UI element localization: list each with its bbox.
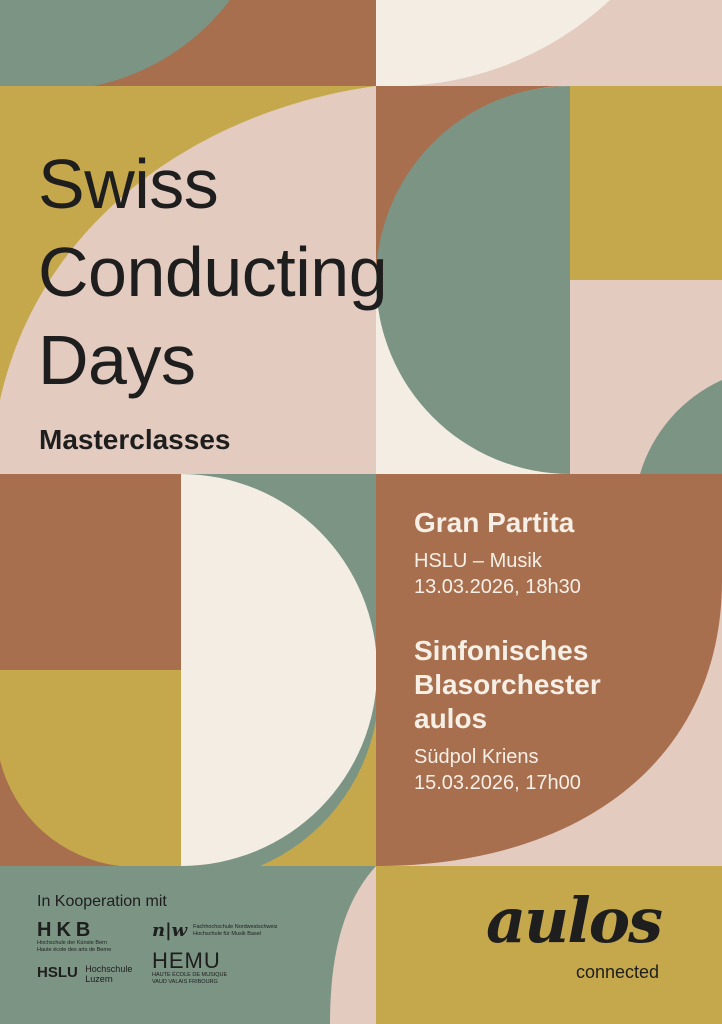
event-1-title-line-1: Gran Partita — [414, 507, 575, 538]
title-line-3: Days — [38, 321, 196, 399]
event-2-title — [414, 634, 601, 736]
fhnw-logo-line-1: Fachhochschule Nordwestschweiz — [193, 924, 278, 930]
event-2-title-line-2: Blasorchester — [414, 669, 601, 700]
fhnw-logo-mark: n|w — [152, 920, 188, 941]
fhnw-logo — [152, 920, 278, 941]
hkb-logo-line-2: Haute école des arts de Berne — [37, 946, 112, 953]
hemu-logo — [152, 950, 227, 985]
title-line-2: Conducting — [38, 233, 388, 311]
aulos-logo — [486, 880, 686, 960]
fhnw-logo-text — [193, 924, 277, 937]
hslu-logo — [37, 964, 132, 984]
hslu-logo-line-2: Luzern — [85, 974, 113, 984]
event-1-info — [414, 548, 581, 600]
hslu-logo-mark: HSLU — [37, 964, 78, 981]
aulos-tagline: connected — [576, 962, 660, 982]
event-2-datetime: 15.03.2026, 17h00 — [414, 772, 581, 794]
hkb-logo-mark: HKB — [37, 919, 96, 941]
hemu-logo-mark: HEMU — [152, 948, 221, 973]
event-2-title-line-1: Sinfonisches — [414, 635, 589, 666]
hemu-logo-line-2: VAUD VALAIS FRIBOURG — [152, 978, 218, 985]
hslu-logo-text — [85, 964, 132, 984]
cooperation-label: In Kooperation mit — [37, 893, 167, 910]
event-1-title — [414, 506, 574, 540]
event-2-info — [414, 744, 581, 796]
title-line-1: Swiss — [38, 145, 219, 223]
hslu-logo-line-1: Hochschule — [85, 964, 133, 974]
fhnw-logo-line-2: Hochschule für Musik Basel — [193, 930, 262, 937]
hkb-logo-line-1: Hochschule der Künste Bern — [37, 940, 108, 946]
event-1-venue: HSLU – Musik — [414, 550, 542, 572]
aulos-logo-text: aulos — [486, 884, 662, 957]
hemu-logo-line-1: HAUTE ÉCOLE DE MUSIQUE — [152, 972, 228, 978]
poster-subtitle: Masterclasses — [39, 424, 231, 455]
poster-title — [38, 140, 387, 404]
event-1-datetime: 13.03.2026, 18h30 — [414, 576, 581, 598]
hkb-logo — [37, 920, 111, 953]
event-2-venue: Südpol Kriens — [414, 746, 539, 768]
event-2-title-line-3: aulos — [414, 703, 488, 734]
